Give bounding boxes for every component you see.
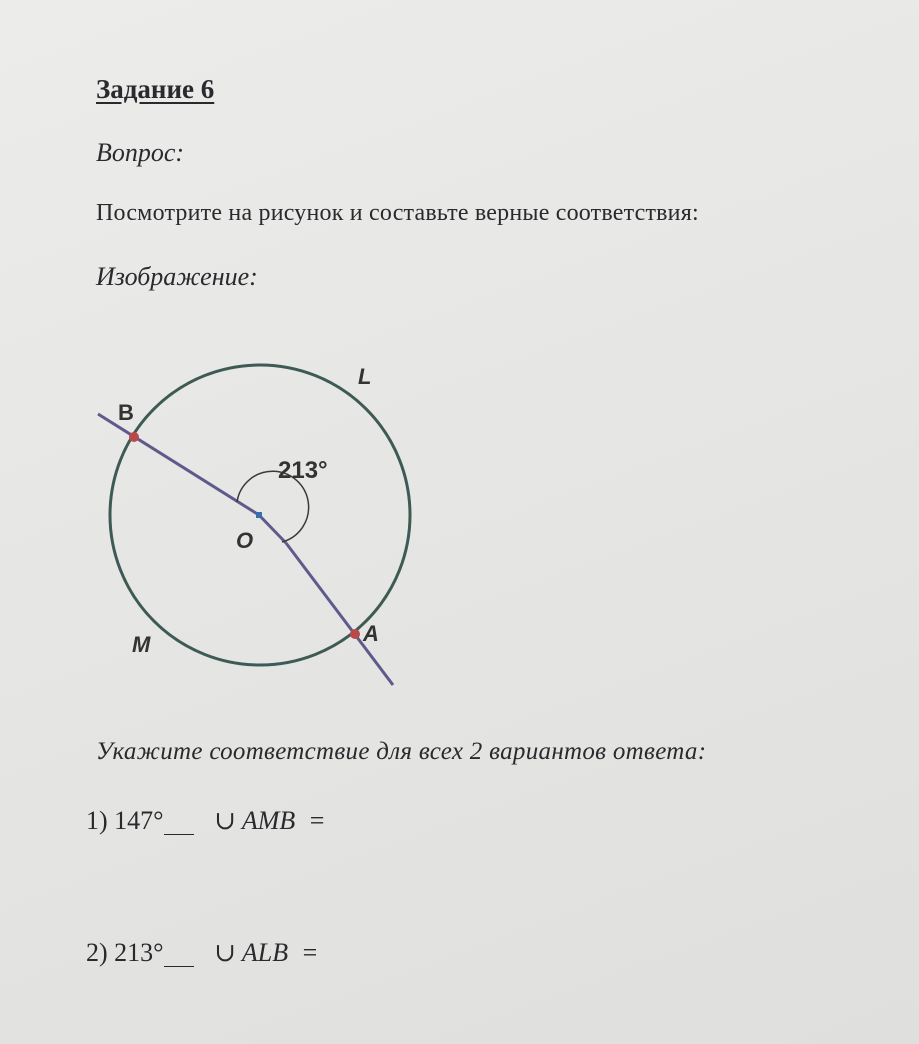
line-bo [98,414,259,515]
arc-name: AMB [241,806,296,835]
point-b-marker [129,432,139,442]
answer-blank[interactable] [164,833,194,835]
question-label: Вопрос: [96,138,185,167]
answer-number: 2) [86,938,108,967]
arc-symbol: ∪ [214,806,236,835]
line-oa-extended [286,543,393,685]
point-a-marker [350,629,360,639]
angle-label: 213° [278,457,328,484]
label-o: O [236,528,254,553]
answer-row-1[interactable] [86,806,324,836]
geometry-figure [80,340,440,710]
equals-sign: = [302,938,318,967]
answer-value: 213° [114,938,164,967]
arc-name: ALB [241,938,289,967]
question-text: Посмотрите на рисунок и составьте верные соответствия: [96,200,699,226]
equals-sign: = [309,806,325,835]
label-a: A [363,621,379,646]
label-l: L [358,364,372,389]
image-label: Изображение: [96,262,258,291]
arc-symbol: ∪ [214,938,236,967]
task-title: Задание 6 [96,74,215,104]
circle-diagram [80,340,440,710]
answer-value: 147° [114,806,164,835]
label-b: B [118,400,134,425]
answer-blank[interactable] [164,965,194,967]
answer-row-2[interactable] [86,938,317,968]
answer-number: 1) [86,806,108,835]
instruction-text: Укажите соответствие для всех 2 вариантов ответа: [96,738,707,765]
label-m: M [132,632,151,657]
center-marker [256,512,262,518]
line-oa [259,515,286,543]
